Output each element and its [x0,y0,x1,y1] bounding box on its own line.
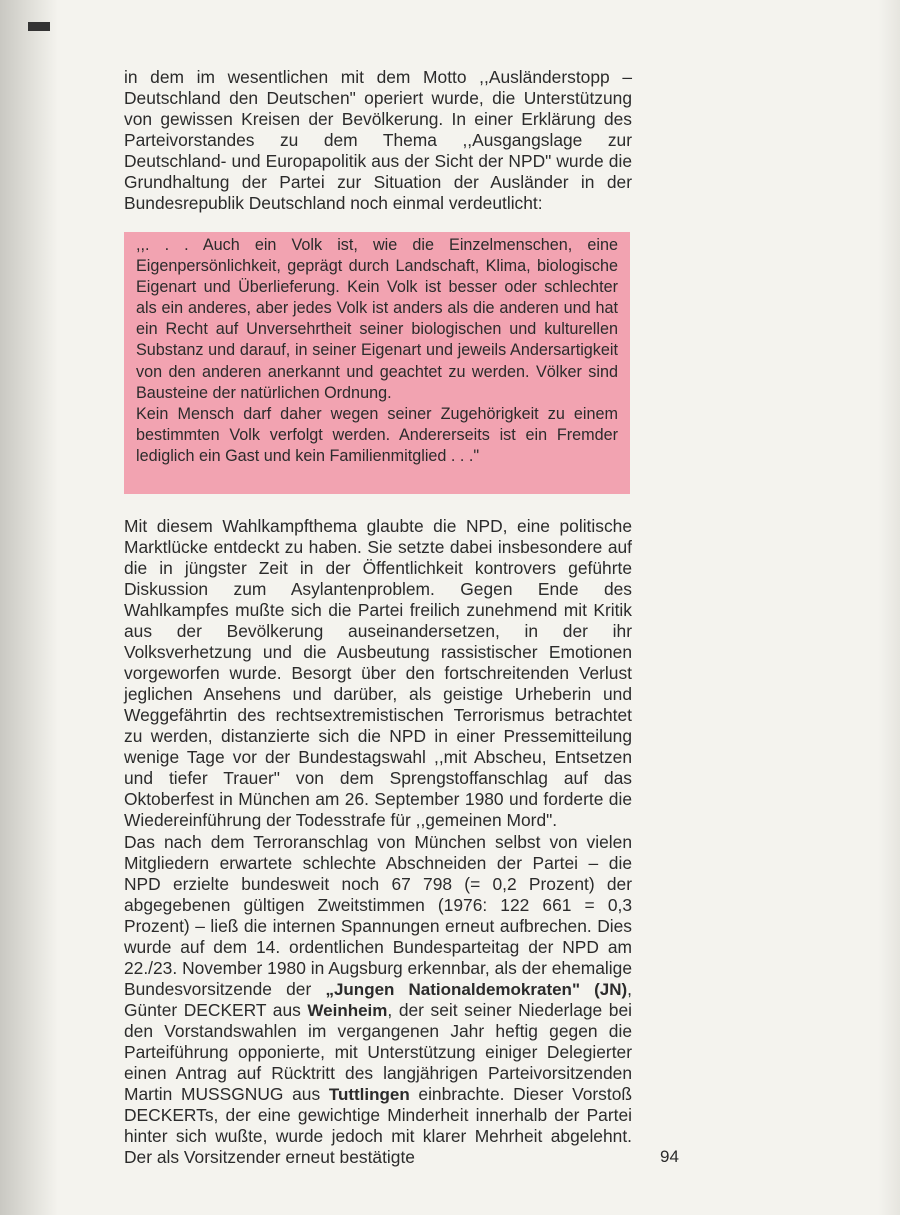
body-text-1: Mit diesem Wahlkampfthema glaubte die NPD, eine politische Marktlücke entdeckt zu haben. Sie setzte dabei insbesondere auf die in jüngster Zeit in der Öffentlichkeit kontrovers geführte Diskussion zum Asylantenproblem. Gegen Ende des Wahlkampfes mußte sich die Partei freilich zunehmend mit Kritik aus der Bevölkerung auseinandersetzen, in der ihr Volksverhetzung und die Ausbeutung rassistischer Emotionen vorgeworfen wurde. Besorgt über den fortschreitenden Verlust jeglichen Ansehens und darüber, als geistige Urheberin und Weggefährtin des rechtsextremistischen Terrorismus betrachtet zu werden, distanzierte sich die NPD in einer Pressemitteilung wenige Tage vor der Bundestagswahl ,,mit Abscheu, Entsetzen und tiefer Trauer" von dem Sprengstoffanschlag auf das Oktoberfest in München am 26. September 1980 und forderte die Wiedereinführung der Todesstrafe für ,,gemeinen Mord". [124,516,632,830]
page-edge [878,0,900,1215]
page-gutter-shadow [0,0,58,1215]
body-2-part-1: Das nach dem Terroranschlag von München selbst von vielen Mitgliedern erwartete schlechte Abschneiden der Partei – die NPD erzielte bundesweit noch 67 798 (= 0,2 Prozent) der abgegebenen gültigen Zweitstimmen (1976: 122 661 = 0,3 Prozent) – ließ die internen Spannungen erneut aufbrechen. Dies wurde auf dem 14. ordentlichen Bundesparteitag der NPD am 22./23. November 1980 in Augsburg erkennbar, als der ehemalige Bundesvorsitzende der [124,832,632,999]
body-paragraph-1 [124,516,632,831]
quote-paragraph-2: Kein Mensch darf daher wegen seiner Zugehörigkeit zu einem bestimmten Volk verfolgt werden. Andererseits ist ein Fremder lediglich ein Gast und kein Familienmitglied . . ." [136,404,618,465]
intro-text: in dem im wesentlichen mit dem Motto ,,Ausländerstopp – Deutschland den Deutschen" operiert wurde, die Unterstützung von gewissen Kreisen der Bevölkerung. In einer Erklärung des Parteivorstandes zu dem Thema ,,Ausgangslage zur Deutschland- und Europapolitik aus der Sicht der NPD" wurde die Grundhaltung der Partei zur Situation der Ausländer in der Bundesrepublik Deutschland noch einmal verdeutlicht: [124,67,632,213]
body-2-part-2: , Günter DECKERT aus [124,979,632,1020]
quote-block [136,235,618,467]
quote-paragraph-1: ,,. . . Auch ein Volk ist, wie die Einzelmenschen, eine Eigenpersönlichkeit, geprägt durch Landschaft, Klima, biologische Eigenart und Überlieferung. Kein Volk ist besser oder schlechter als ein anderes, aber jedes Volk ist anders als die anderen und hat ein Recht auf Unversehrtheit seiner biologischen und kulturellen Substanz und darauf, in seiner Eigenart und jeweils Andersartigkeit von den anderen anerkannt und geachtet zu werden. Völker sind Bausteine der natürlichen Ordnung. [136,236,618,402]
body-paragraph-2 [124,832,632,1168]
place-name-weinheim: Weinheim [307,1001,388,1020]
organization-name: „Jungen Nationaldemokraten" (JN) [325,980,628,999]
intro-paragraph [124,67,632,214]
scan-marker [28,22,50,31]
place-name-tuttlingen: Tuttlingen [328,1085,410,1104]
page-number: 94 [660,1147,679,1166]
body-2-part-3: , der seit seiner Niederlage bei den Vorstandswahlen im vergangenen Jahr heftig gegen die Parteiführung opponierte, mit Unterstützung einiger Delegierter einen Antrag auf Rücktritt des langjährigen Parteivorsitzenden Martin MUSSGNUG aus [124,1000,633,1104]
body-text-2 [124,832,632,1168]
body-2-part-4: einbrachte. Dieser Vorstoß DECKERTs, der eine gewichtige Minderheit innerhalb der Partei hinter sich wußte, wurde jedoch mit klarer Mehrheit abgelehnt. Der als Vorsitzender erneut bestätigte [124,1084,632,1167]
